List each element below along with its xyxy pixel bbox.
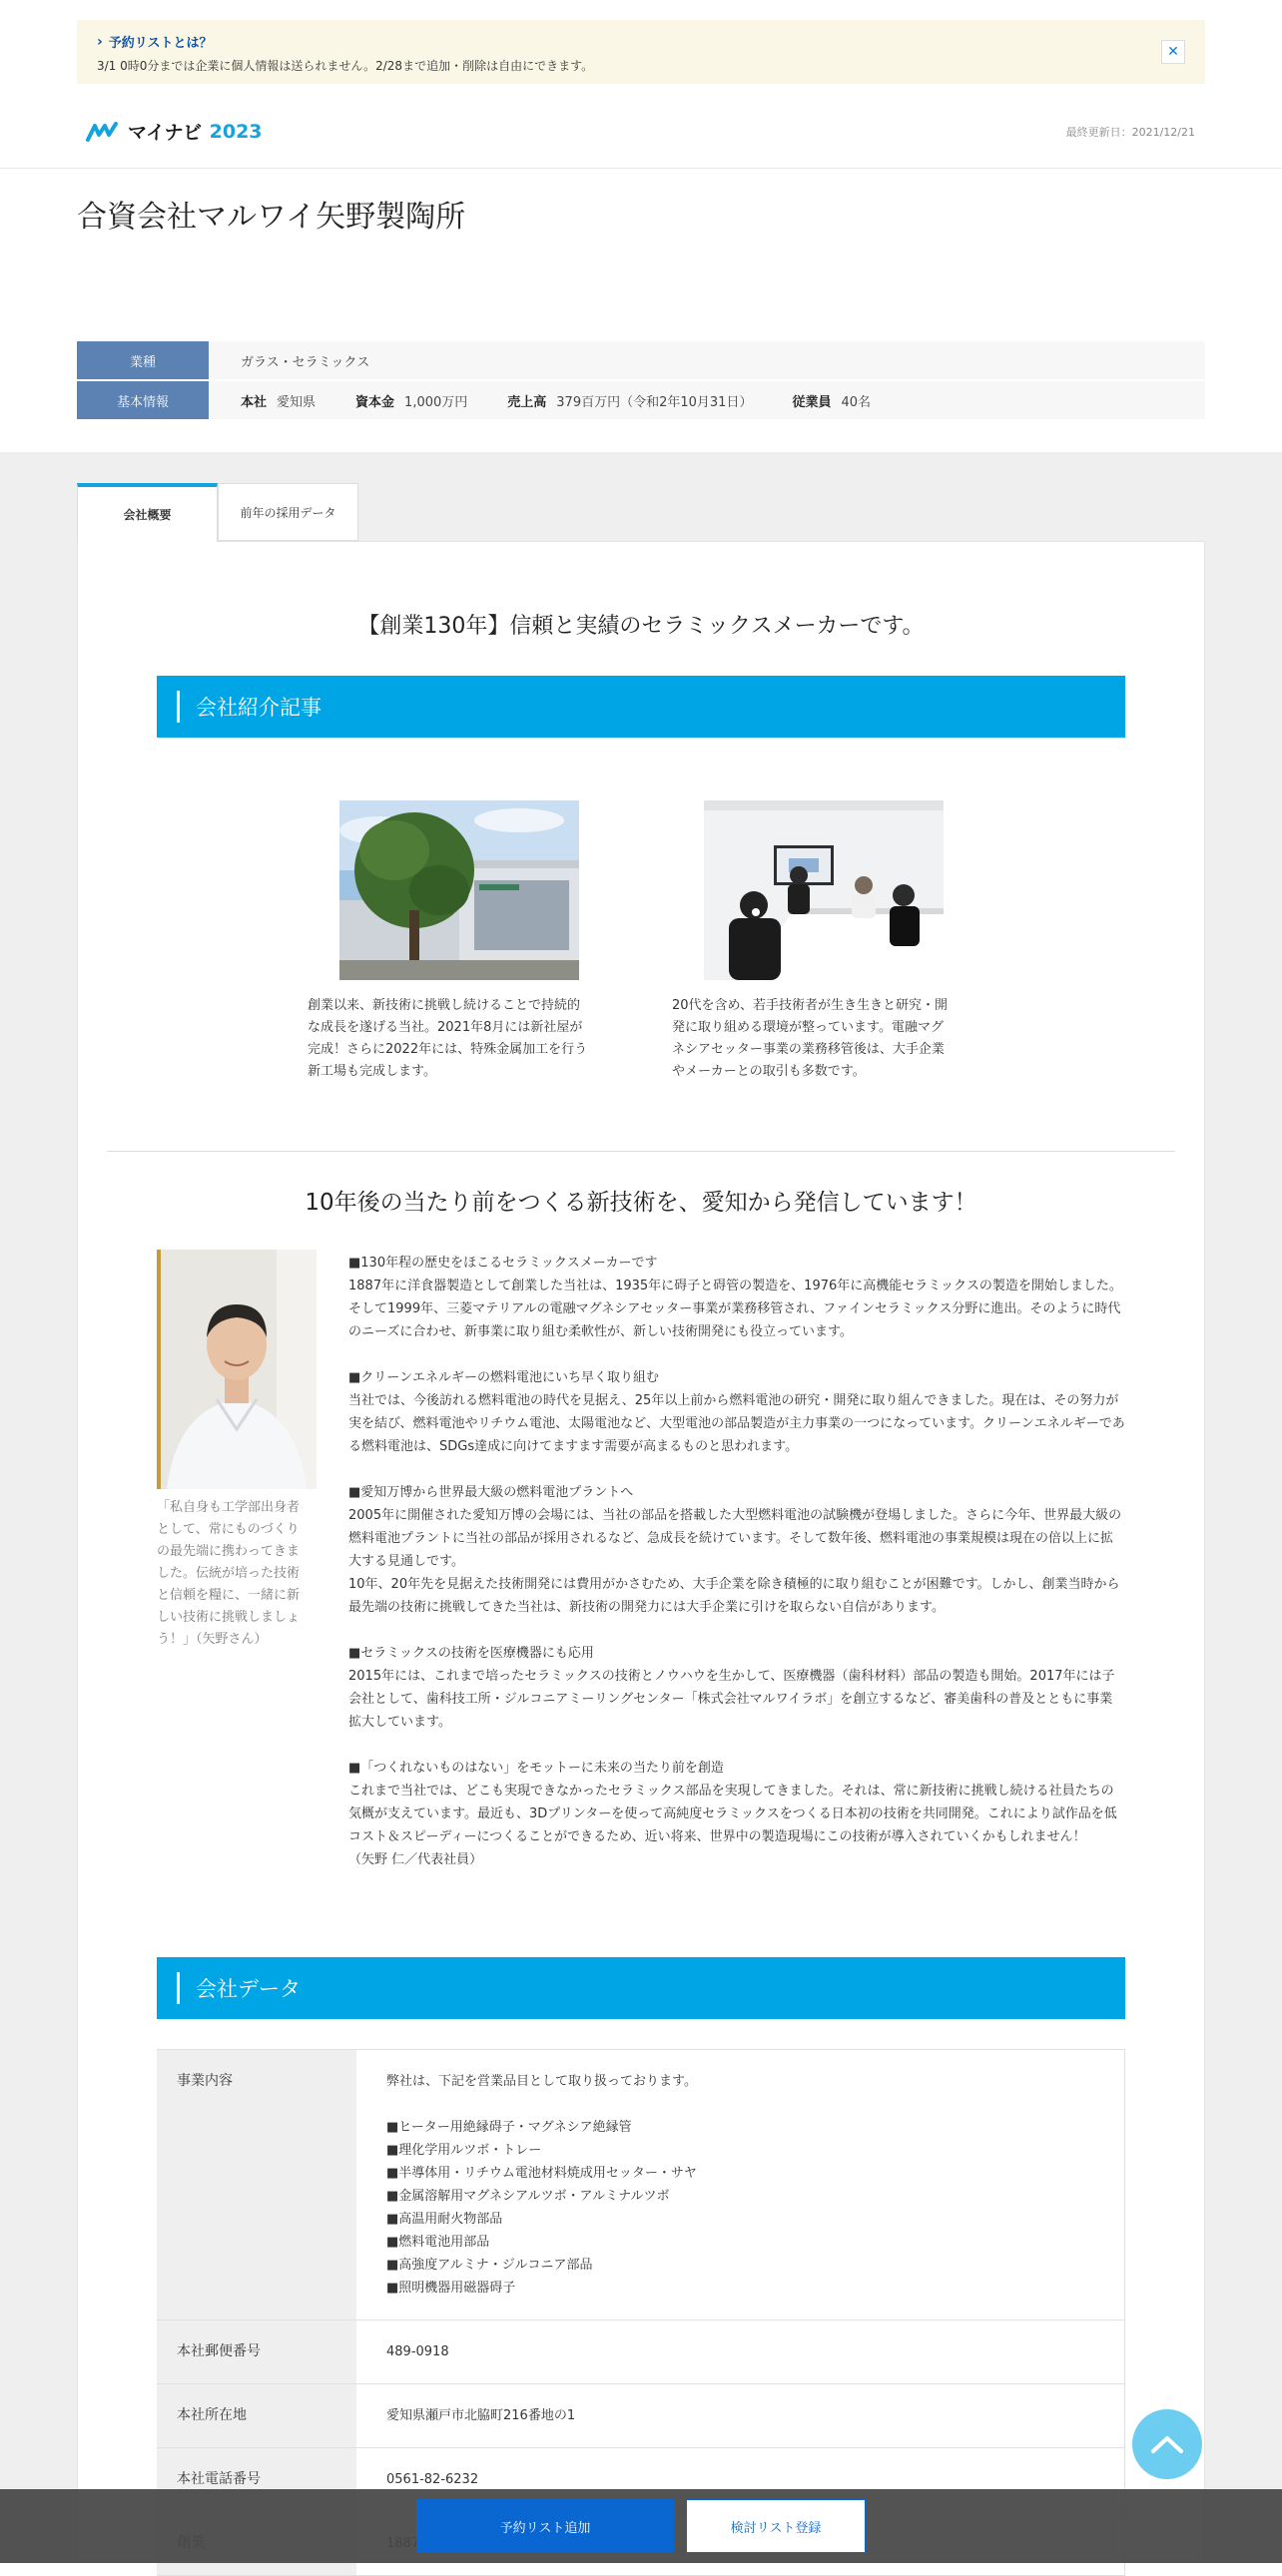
tab-bar xyxy=(77,483,358,542)
chevron-up-icon xyxy=(1150,2434,1184,2454)
sales-item: 売上高 379百万円（令和2年10月31日） xyxy=(507,394,753,410)
company-building-photo xyxy=(339,800,579,980)
employees-item: 従業員 40名 xyxy=(792,394,872,410)
tab-company-overview[interactable]: 会社概要 xyxy=(77,483,218,542)
row-label: 本社所在地 xyxy=(157,2384,356,2447)
photo2-caption: 20代を含め、若手技術者が生き生きと研究・開 発に取り組める環境が整っています。電融マグ ネシアセッター事業の業務移管後は、大手企業 やメーカーとの取引も多数です。 xyxy=(672,998,949,1079)
back-to-top-button[interactable] xyxy=(1132,2409,1202,2479)
essay-paragraph: ■130年程の歴史をほこるセラミックスメーカーです 1887年に洋食器製造として創業した当社は、1935年に碍子と碍管の製造を、1976年に高機能セラミックスの製造を開始しました。そして1999年、三菱マテリアルの電融マグネシアセッター事業が業務移管され、ファインセラミックス分野に進出。そのように時代のニーズに合わせ、新事業に取り組む柔軟性が、新しい技術開発にも役立っています。 xyxy=(348,1256,1122,1339)
row-label: 事業内容 xyxy=(157,2050,356,2319)
notice-title: 予約リストとは？ xyxy=(108,36,213,51)
row-value: 弊社は、下記を営業品目として取り扱っております。 ■ヒーター用絶縁碍子・マグネシア絶縁管 ■理化学用ルツボ・トレー ■半導体用・リチウム電池材料焼成用セッター・サヤ ■金属溶解用マグネシアルツボ・アルミナルツボ ■高温用耐火物部品 ■燃料電池用部品 ■高強度アルミナ・ジルコニア部品 ■照明機器用磁器碍子 xyxy=(356,2050,1125,2319)
notice-text: 3/1 0時0分までは企業に個人情報は送られません。2/28まで追加・削除は自由にできます。 xyxy=(97,59,594,73)
row-value: 0561-82-6232 xyxy=(356,2448,1125,2511)
meeting-room-photo xyxy=(704,800,944,980)
brand-name: マイナビ xyxy=(128,122,202,144)
header-divider xyxy=(0,168,1282,169)
industry-label: 業種 xyxy=(77,341,209,379)
section-heading-intro-text: 会社紹介記事 xyxy=(196,696,321,720)
essay-paragraph: ■「つくれないものはない」をモットーに未来の当たり前を創造 これまで当社では、どこも実現できなかったセラミックス部品を実現してきました。それは、常に新技術に挑戦し続ける社員たちの気概が支えています。最近も、3Dプリンターを使って高純度セラミックスをつくる日本初の技術を共同開発。これにより試作品を低コスト＆スピーディーにつくることができるため、近い将来、世界中の製造現場にこの技術が導入されていくかもしれません！ （矢野 仁／代表社員） xyxy=(348,1761,1117,1867)
section-heading-company-data-text: 会社データ xyxy=(196,1977,301,2001)
heading-stick xyxy=(177,1972,180,2004)
essay-paragraph: ■セラミックスの技術を医療機器にも応用 2015年には、これまで培ったセラミックスの技術とノウハウを生かして、医療機器（歯科材料）部品の製造も開始。2017年には子会社として、歯科技工所・ジルコニアミーリングセンター「株式会社マルワイラボ」を創立するなど、審美歯科の普及とともに事業拡大しています。 xyxy=(348,1646,1115,1730)
capital-item: 資本金 1,000万円 xyxy=(355,394,468,410)
mynavi-mark-icon xyxy=(86,121,124,143)
row-label: 本社郵便番号 xyxy=(157,2320,356,2383)
photo1-caption: 創業以来、新技術に挑戦し続けることで持続的 な成長を遂げる当社。2021年8月には新社屋が 完成！さらに2022年には、特殊金属加工を行う 新工場も完成します。 xyxy=(308,998,588,1079)
table-row xyxy=(157,2384,1125,2448)
row-value: 愛知県瀬戸市北脇町216番地の1 xyxy=(356,2384,1125,2447)
table-row xyxy=(157,2320,1125,2384)
hq-item: 本社 愛知県 xyxy=(241,394,317,410)
last-updated: 最終更新日：2021/12/21 xyxy=(1065,126,1195,139)
row-value: 489-0918 xyxy=(356,2320,1125,2383)
headline-message: 10年後の当たり前をつくる新技術を、愛知から発信しています！ xyxy=(305,1190,977,1216)
portrait-caption: 「私自身も工学部出身者 として、常にものづくり の最先端に携わってきま した。伝統が培った技術 と信頼を糧に、一緒に新 しい技術に挑戦しましょ う！」（矢野さん） xyxy=(157,1500,301,1647)
basic-info-label: 基本情報 xyxy=(77,381,209,419)
basic-info-value xyxy=(209,381,1205,419)
basic-info-row xyxy=(77,381,1205,419)
reservation-notice xyxy=(77,20,1205,84)
notice-title-link[interactable] xyxy=(97,32,1185,51)
add-reservation-list-button[interactable]: 予約リスト追加 xyxy=(416,2499,674,2553)
essay-paragraph: ■クリーンエネルギーの燃料電池にいち早く取り組む 当社では、今後訪れる燃料電池の時代を見据え、25年以上前から燃料電池の研究・開発に取り組んできました。現在は、その努力が実を結び、燃料電池やリチウム電池、太陽電池など、大型電池の部品製造が主力事業の一つになっています。クリーンエネルギーである燃料電池は、SDGs達成に向けてますます需要が高まるものと思われます。 xyxy=(348,1370,1125,1454)
row-label: 本社電話番号 xyxy=(157,2448,356,2511)
catch-copy: 【創業130年】信頼と実績のセラミックスメーカーです。 xyxy=(357,614,925,639)
section-heading-company-data xyxy=(157,1957,1125,2019)
bottom-action-bar xyxy=(0,2489,1282,2563)
add-consideration-list-button[interactable]: 検討リスト登録 xyxy=(686,2499,866,2553)
mynavi-logo[interactable] xyxy=(86,118,263,145)
representative-portrait xyxy=(157,1250,317,1489)
company-essay xyxy=(348,1252,1125,1894)
brand-year: 2023 xyxy=(209,120,263,143)
company-name: 合資会社マルワイ矢野製陶所 xyxy=(77,200,466,235)
industry-value: ガラス・セラミックス xyxy=(209,341,1205,379)
tab-recruit-data[interactable]: 前年の採用データ xyxy=(218,483,358,541)
section-divider xyxy=(107,1151,1175,1152)
close-icon[interactable]: ✕ xyxy=(1161,40,1185,64)
section-heading-intro xyxy=(157,676,1125,738)
heading-stick xyxy=(177,691,180,723)
table-row xyxy=(157,2050,1125,2320)
industry-row xyxy=(77,341,1205,379)
essay-paragraph: ■愛知万博から世界最大級の燃料電池プラントへ 2005年に開催された愛知万博の会場には、当社の部品を搭載した大型燃料電池の試験機が登場しました。さらに今年、世界最大級の燃料電池プラントに当社の部品が採用されるなど、急成長を続けています。そして数年後、燃料電池の事業規模は現在の倍以上に拡大する見通しです。 10年、20年先を見据えた技術開発には費用がかさむため、大手企業を除き積極的に取り組むことが困難です。しかし、創業当時から最先端の技術に挑戦してきた当社は、新技術の開発力には大手企業に引けを取らない自信があります。 xyxy=(348,1485,1122,1615)
chevron-right-icon: › xyxy=(97,33,103,50)
